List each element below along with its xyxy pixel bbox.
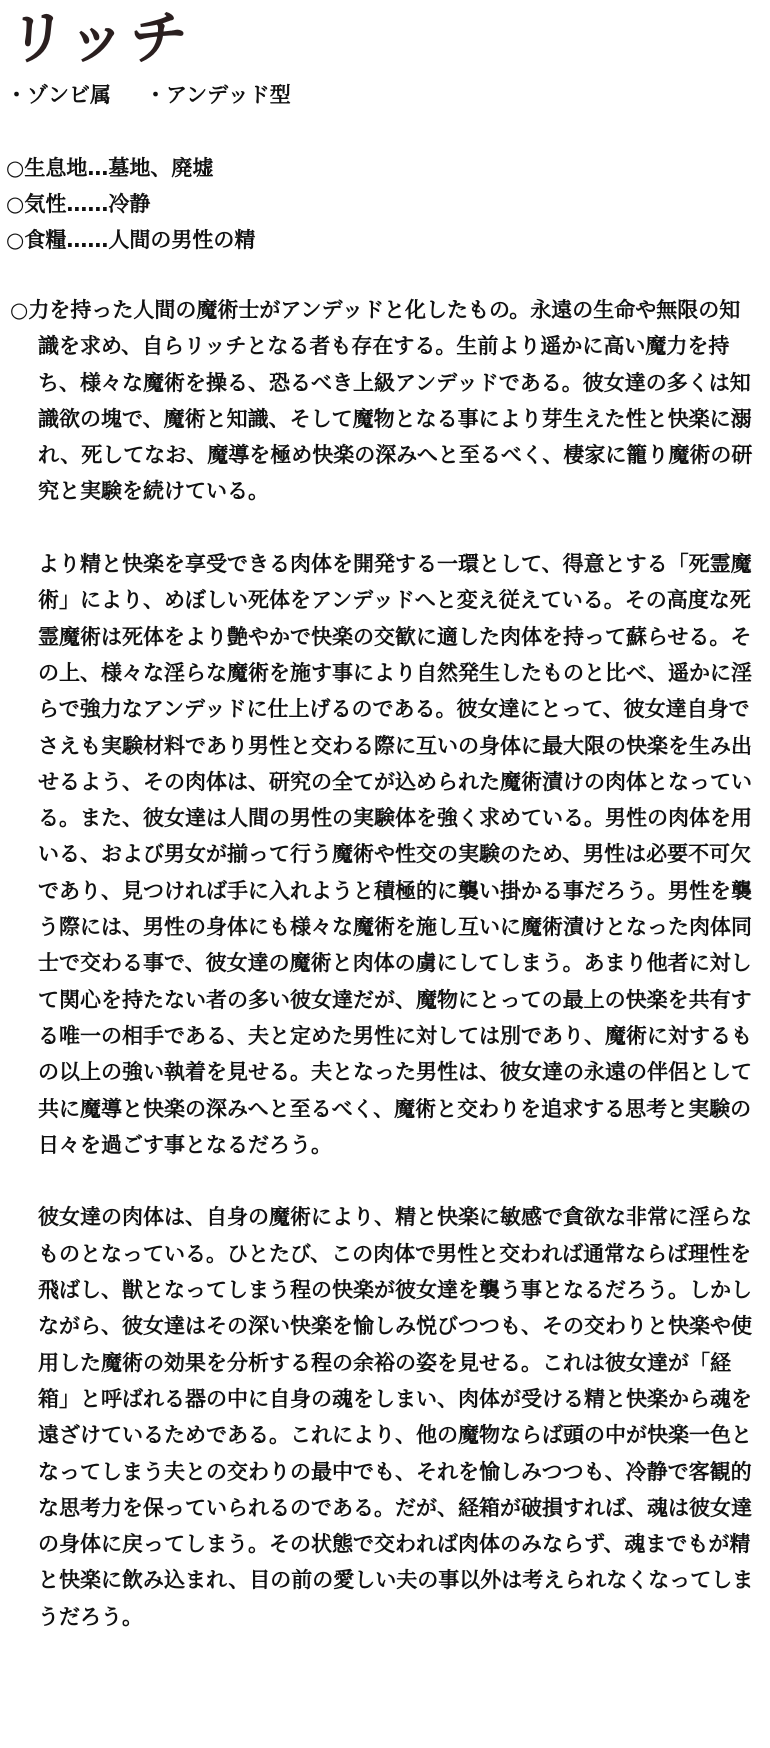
- stat-habitat: ○生息地…墓地、廃墟: [6, 156, 214, 180]
- tag-zombie-genus: ・ゾンビ属: [6, 83, 111, 107]
- tag-undead-type: ・アンデッド型: [145, 83, 291, 107]
- stat-diet: ○食糧……人間の男性の精: [6, 228, 256, 252]
- stat-temperament: ○気性……冷静: [6, 192, 151, 216]
- category-tags: [6, 80, 291, 110]
- page-title: リッチ: [5, 4, 195, 72]
- paragraph-intro: ○力を持った人間の魔術士がアンデッドと化したもの。永遠の生命や無限の知識を求め、自らリッチとなる者も存在する。生前より遥かに高い魔力を持ち、様々な魔術を操る、恐るべき上級アンデッドである。彼女達の多くは知識欲の塊で、魔術と知識、そして魔物となる事により芽生えた性と快楽に溺れ、死してなお、魔導を極め快楽の深みへと至るべく、棲家に籠り魔術の研究と実験を続けている。: [10, 298, 753, 504]
- description-body: [10, 292, 758, 1635]
- paragraph-phylactery: 彼女達の肉体は、自身の魔術により、精と快楽に敏感で貪欲な非常に淫らなものとなっている。ひとたび、この肉体で男性と交われば通常ならば理性を飛ばし、獣となってしまう程の快楽が彼女達を襲う事となるだろう。しかしながら、彼女達はその深い快楽を愉しみ悦びつつも、その交わりと快楽や使用した魔術の効果を分析する程の余裕の姿を見せる。これは彼女達が「経箱」と呼ばれる器の中に自身の魂をしまい、肉体が受ける精と快楽から魂を遠ざけているためである。これにより、他の魔物ならば頭の中が快楽一色となってしまう夫との交わりの最中でも、それを愉しみつつも、冷静で客観的な思考力を保っていられるのである。だが、経箱が破損すれば、魂は彼女達の身体に戻ってしまう。その状態で交われば肉体のみならず、魂までもが精と快楽に飲み込まれ、目の前の愛しい夫の事以外は考えられなくなってしまうだろう。: [38, 1205, 754, 1629]
- paragraph-necromancy: より精と快楽を享受できる肉体を開発する一環として、得意とする「死霊魔術」により、めぼしい死体をアンデッドへと変え従えている。その高度な死霊魔術は死体をより艶やかで快楽の交歓に適した肉体を持って蘇らせる。その上、様々な淫らな魔術を施す事により自然発生したものと比べ、遥かに淫らで強力なアンデッドに仕上げるのである。彼女達にとって、彼女達自身でさえも実験材料であり男性と交わる際に互いの身体に最大限の快楽を生み出せるよう、その肉体は、研究の全てが込められた魔術漬けの肉体となっている。また、彼女達は人間の男性の実験体を強く求めている。男性の肉体を用いる、および男女が揃って行う魔術や性交の実験のため、男性は必要不可欠であり、見つければ手に入れようと積極的に襲い掛かる事だろう。男性を襲う際には、男性の身体にも様々な魔術を施し互いに魔術漬けとなった肉体同士で交わる事で、彼女達の魔術と肉体の虜にしてしまう。あまり他者に対して関心を持たない者の多い彼女達だが、魔物にとっての最上の快楽を共有する唯一の相手である、夫と定めた男性に対しては別であり、魔術に対するもの以上の強い執着を見せる。夫となった男性は、彼女達の永遠の伴侶として共に魔導と快楽の深みへと至るべく、魔術と交わりを追求する思考と実験の日々を過ごす事となるだろう。: [38, 552, 752, 1157]
- stats-list: [6, 150, 255, 258]
